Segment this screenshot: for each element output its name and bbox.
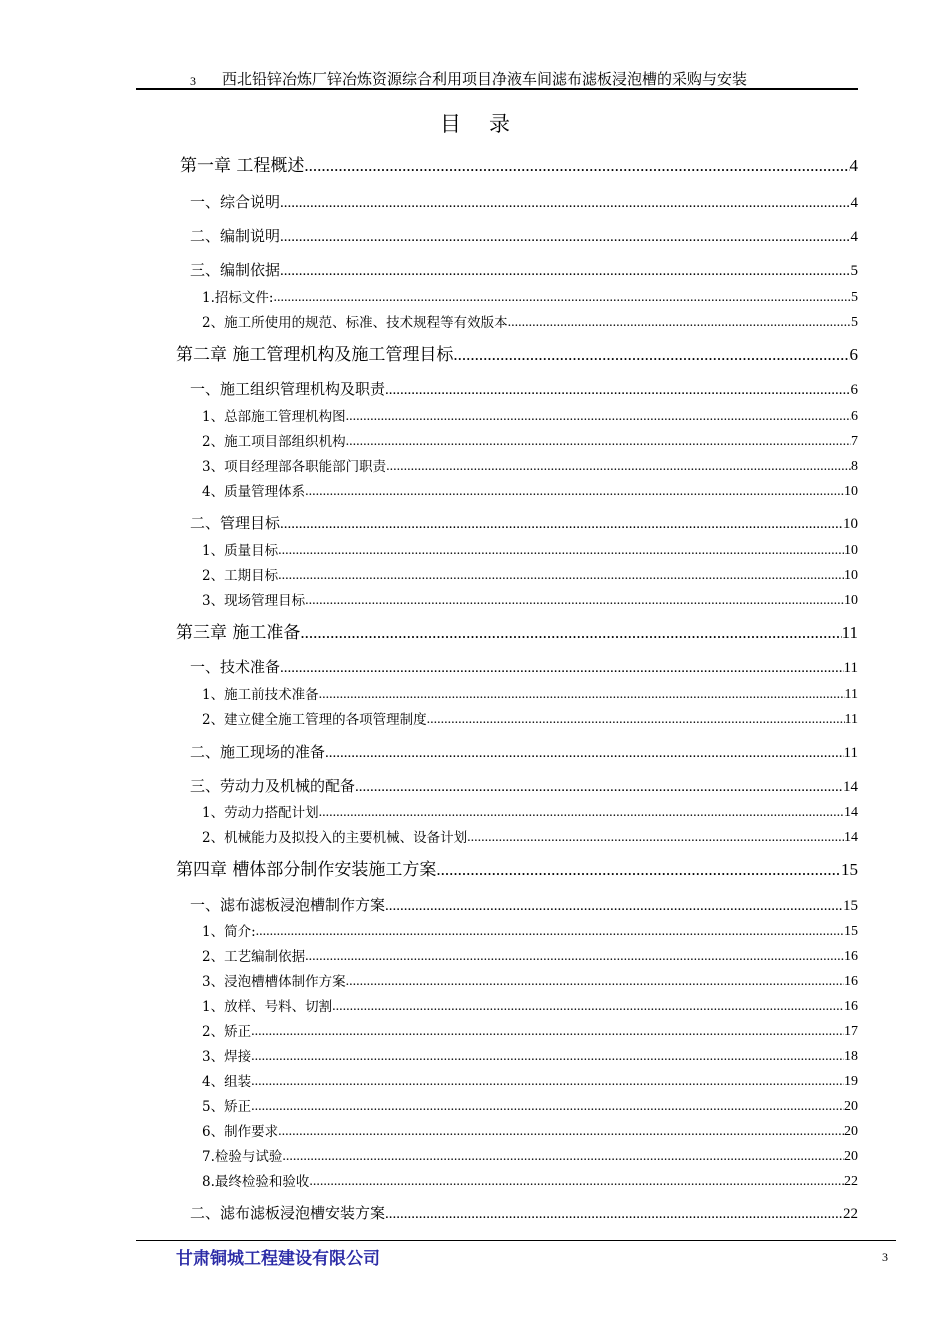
toc-entry[interactable]: 8.最终检验和验收 ..... 22 [202,1168,858,1190]
toc-entry[interactable]: 2、工艺编制依据 ..... 16 [202,943,858,965]
toc-entry[interactable]: 3、项目经理部各职能部门职责 ..... 8 [202,453,858,475]
header-title: 西北铅锌冶炼厂锌冶炼资源综合利用项目净液车间滤布滤板浸泡槽的采购与安装 [222,70,748,88]
toc-entry[interactable]: 4、质量管理体系 ..... 10 [202,478,858,500]
toc-entry[interactable]: 2、工期目标 ..... 10 [202,562,858,584]
toc-entry[interactable]: 1、施工前技术准备 ..... 11 [202,681,858,703]
toc-entry[interactable]: 一、综合说明 ..... 4 [190,190,858,212]
toc-entry[interactable]: 一、滤布滤板浸泡槽制作方案 ..... 15 [190,893,858,915]
footer-page-number: 3 [882,1250,888,1264]
toc-entry[interactable]: 3、焊接 ..... 18 [202,1043,858,1065]
toc-entry[interactable]: 2、矫正 ..... 17 [202,1018,858,1040]
toc-entry[interactable]: 1、质量目标 ..... 10 [202,537,858,559]
footer-divider [136,1240,896,1241]
toc-entry[interactable]: 二、施工现场的准备 ..... 11 [190,740,858,762]
toc-title: 目录 [440,112,538,136]
toc-entry[interactable]: 第三章 施工准备 ..... 11 [176,621,858,643]
toc-entry[interactable]: 1、劳动力搭配计划 ..... 14 [202,799,858,821]
toc-entry[interactable]: 三、编制依据 ..... 5 [190,258,858,280]
toc-entry[interactable]: 7.检验与试验 ..... 20 [202,1143,858,1165]
toc-entry[interactable]: 5、矫正 ..... 20 [202,1093,858,1115]
toc-entry[interactable]: 1、放样、号料、切割 ..... 16 [202,993,858,1015]
toc-entry[interactable]: 2、施工项目部组织机构 ..... 7 [202,428,858,450]
toc-entry[interactable]: 4、组装 ..... 19 [202,1068,858,1090]
toc-entry[interactable]: 2、建立健全施工管理的各项管理制度 ..... 11 [202,706,858,728]
toc-entry[interactable]: 二、滤布滤板浸泡槽安装方案 ..... 22 [190,1201,858,1223]
header-page-number: 3 [190,74,196,88]
toc-entry[interactable]: 一、施工组织管理机构及职责 ..... 6 [190,377,858,399]
toc-entry[interactable]: 第二章 施工管理机构及施工管理目标 ..... 6 [176,343,858,365]
toc-entry[interactable]: 2、机械能力及拟投入的主要机械、设备计划 ..... 14 [202,824,858,846]
toc-entry[interactable]: 二、编制说明 ..... 4 [190,224,858,246]
toc-entry[interactable]: 3、现场管理目标 ..... 10 [202,587,858,609]
page-header [136,68,858,90]
toc-entry[interactable]: 二、管理目标 ..... 10 [190,511,858,533]
toc-entry[interactable]: 3、浸泡槽槽体制作方案 ..... 16 [202,968,858,990]
toc-entry[interactable]: 6、制作要求 ..... 20 [202,1118,858,1140]
toc-entry[interactable]: 1、总部施工管理机构图 ..... 6 [202,403,858,425]
toc-entry[interactable]: 1.招标文件: ..... 5 [202,284,858,306]
toc-entry[interactable]: 一、技术准备 ..... 11 [190,655,858,677]
toc-entry[interactable]: 三、劳动力及机械的配备 ..... 14 [190,774,858,796]
toc-entry[interactable]: 第一章 工程概述 ..... 4 [180,154,858,176]
footer-company: 甘肃铜城工程建设有限公司 [176,1249,380,1269]
toc-entry[interactable]: 第四章 槽体部分制作安装施工方案 ..... 15 [176,858,858,880]
toc-entry[interactable]: 1、简介: ..... 15 [202,918,858,940]
toc-entry[interactable]: 2、施工所使用的规范、标准、技术规程等有效版本 ..... 5 [202,309,858,331]
